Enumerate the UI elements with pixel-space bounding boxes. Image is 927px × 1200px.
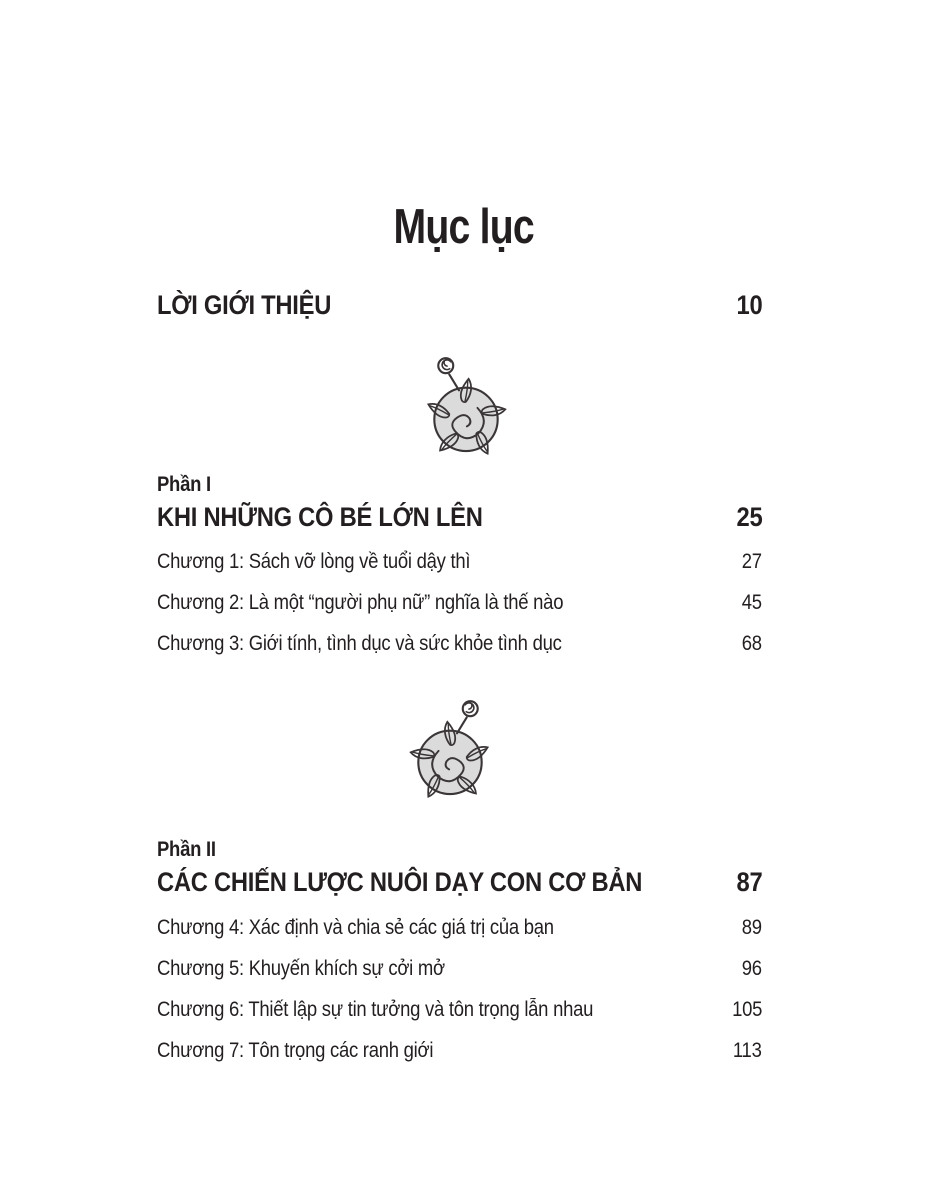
chapter-title: Chương 7: Tôn trọng các ranh giới [157,1039,434,1062]
chapter-row [157,590,762,616]
entry-label: LỜI GIỚI THIỆU [157,290,332,320]
chapter-title: Chương 4: Xác định và chia sẻ các giá trị của bạn [157,916,554,939]
chapter-row [157,956,762,982]
part-label: Phần II [157,838,216,861]
floral-ornament-icon [422,347,510,460]
part-title-row [157,501,762,533]
chapter-row [157,997,762,1023]
chapter-page-number: 68 [741,632,762,655]
page-title: Mục lục [393,199,534,254]
toc-entry-intro [157,289,762,321]
entry-page-number: 10 [736,290,762,320]
chapter-row [157,631,762,657]
floral-ornament-icon [406,690,494,803]
part-title: CÁC CHIẾN LƯỢC NUÔI DẠY CON CƠ BẢN [157,867,643,897]
chapter-page-number: 45 [741,591,762,614]
part-label: Phần I [157,473,211,496]
chapter-page-number: 113 [733,1039,762,1062]
chapter-row [157,549,762,575]
chapter-title: Chương 2: Là một “người phụ nữ” nghĩa là thế nào [157,591,564,614]
chapter-title: Chương 5: Khuyến khích sự cởi mở [157,957,445,980]
part-page-number: 87 [736,867,762,897]
chapter-page-number: 27 [741,550,762,573]
chapter-title: Chương 3: Giới tính, tình dục và sức khỏe tình dục [157,632,562,655]
chapter-row [157,1038,762,1064]
chapter-page-number: 89 [741,916,762,939]
part-title: KHI NHỮNG CÔ BÉ LỚN LÊN [157,502,483,532]
chapter-page-number: 105 [731,998,762,1021]
chapter-title: Chương 1: Sách vỡ lòng về tuổi dậy thì [157,550,471,573]
chapter-row [157,915,762,941]
chapter-title: Chương 6: Thiết lập sự tin tưởng và tôn trọng lẫn nhau [157,998,594,1021]
part-page-number: 25 [736,502,762,532]
part-title-row [157,866,762,898]
chapter-page-number: 96 [741,957,762,980]
